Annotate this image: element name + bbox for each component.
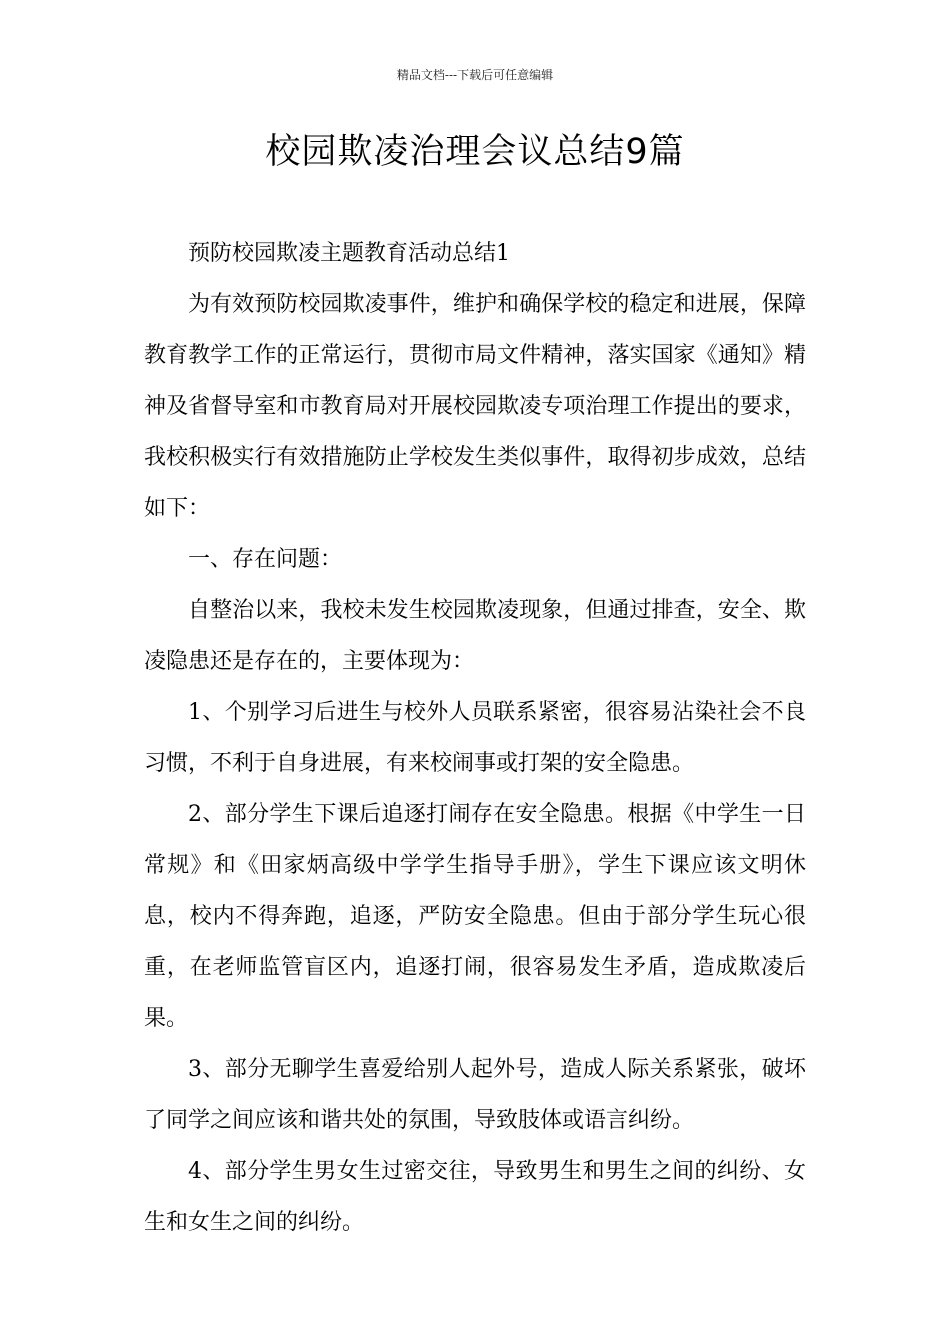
section-heading: 预防校园欺凌主题教育活动总结1 [188,241,510,266]
body-paragraph: 自整治以来，我校未发生校园欺凌现象，但通过排查，安全、欺凌隐患还是存在的，主要体现为： [144,598,806,674]
document-body [144,228,806,1248]
body-paragraph: 为有效预防校园欺凌事件，维护和确保学校的稳定和进展，保障教育教学工作的正常运行，贯彻市局文件精神，落实国家《通知》精神及省督导室和市教育局对开展校园欺凌专项治理工作提出的要求，我校积极实行有效措施防止学校发生类似事件，取得初步成效，总结如下： [144,292,806,521]
list-item: 4、部分学生男女生过密交往，导致男生和男生之间的纠纷、女生和女生之间的纠纷。 [144,1159,806,1235]
list-item: 1、个别学习后进生与校外人员联系紧密，很容易沾染社会不良习惯，不利于自身进展，有来校闹事或打架的安全隐患。 [144,700,806,776]
document-title: 校园欺凌治理会议总结9篇 [265,132,685,172]
header-note: 精品文档---下载后可任意编辑 [396,68,554,82]
list-item: 2、部分学生下课后追逐打闹存在安全隐患。根据《中学生一日常规》和《田家炳高级中学学生指导手册》，学生下课应该文明休息，校内不得奔跑，追逐，严防安全隐患。但由于部分学生玩心很重，在老师监管盲区内，追逐打闹，很容易发生矛盾，造成欺凌后果。 [144,802,806,1031]
subsection-heading: 一、存在问题： [188,547,343,572]
list-item: 3、部分无聊学生喜爱给别人起外号，造成人际关系紧张，破坏了同学之间应该和谐共处的氛围，导致肢体或语言纠纷。 [144,1057,806,1133]
